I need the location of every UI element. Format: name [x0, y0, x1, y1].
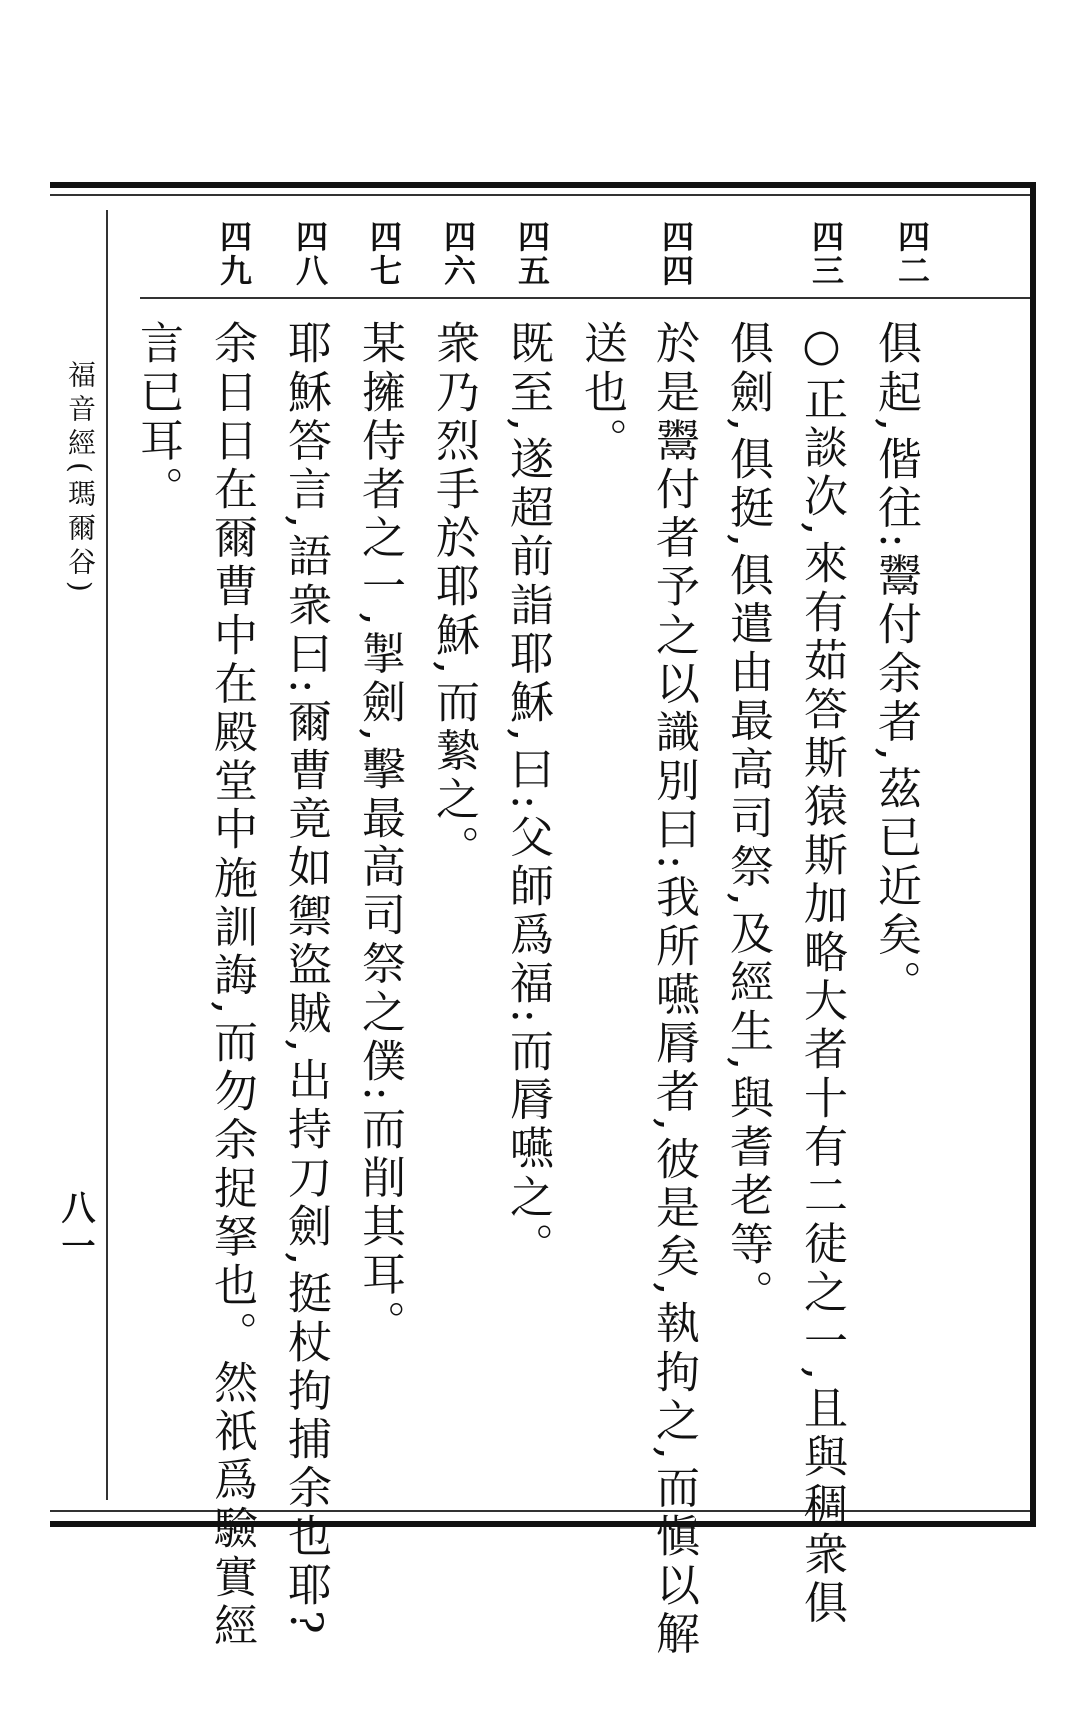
text-column-6: 既至,遂超前詣耶穌,曰:父師爲福:而脣嚥之。	[502, 320, 553, 1271]
page-number: 八一	[55, 1190, 95, 1266]
frame-inner-top-rule	[50, 194, 1030, 196]
verse-number-47: 四七	[365, 220, 403, 288]
verse-number-43: 四三	[807, 220, 845, 288]
running-title: 福音經(瑪爾谷)	[64, 360, 97, 598]
text-column-11: 言已耳。	[132, 320, 183, 515]
verse-number-rule	[140, 297, 1030, 299]
text-column-9: 耶穌答言,語衆曰:爾曹竟如禦盜賊,出持刀劍,挺杖拘捕余也耶?	[280, 320, 331, 1639]
text-column-3: 俱劍,俱挺,俱遣由最高司祭,及經生,與耆老等。	[722, 320, 773, 1318]
text-column-5: 送也。	[576, 320, 627, 466]
verse-number-48: 四八	[291, 220, 329, 288]
verse-number-45: 四五	[513, 220, 551, 288]
verse-number-46: 四六	[439, 220, 477, 288]
text-column-10: 余日日在爾曹中在殿堂中施訓誨,而勿余捉拏也。然祇爲驗實經	[206, 320, 257, 1651]
text-column-2: ○正談次,來有茹答斯猿斯加略大者十有二徒之一,且與稠衆俱	[796, 320, 847, 1628]
verse-number-42: 四二	[893, 220, 931, 288]
text-column-8: 某擁侍者之一,掣劍,擊最高司祭之僕:而削其耳。	[354, 320, 405, 1349]
frame-left-rule	[106, 210, 108, 1500]
frame-inner-bottom-rule	[50, 1510, 1030, 1512]
verse-number-44: 四四	[657, 220, 695, 288]
text-column-4: 於是鬻付者予之以識別曰:我所嚥脣者,彼是矣,執拘之,而愼以解	[648, 320, 699, 1659]
text-column-7: 衆乃烈手於耶穌,而縶之。	[428, 320, 479, 874]
frame-right-border	[1030, 182, 1036, 1527]
text-column-1: 俱起,偕往:鬻付余者,茲已近矣。	[870, 320, 921, 1009]
verse-number-49: 四九	[215, 220, 253, 288]
